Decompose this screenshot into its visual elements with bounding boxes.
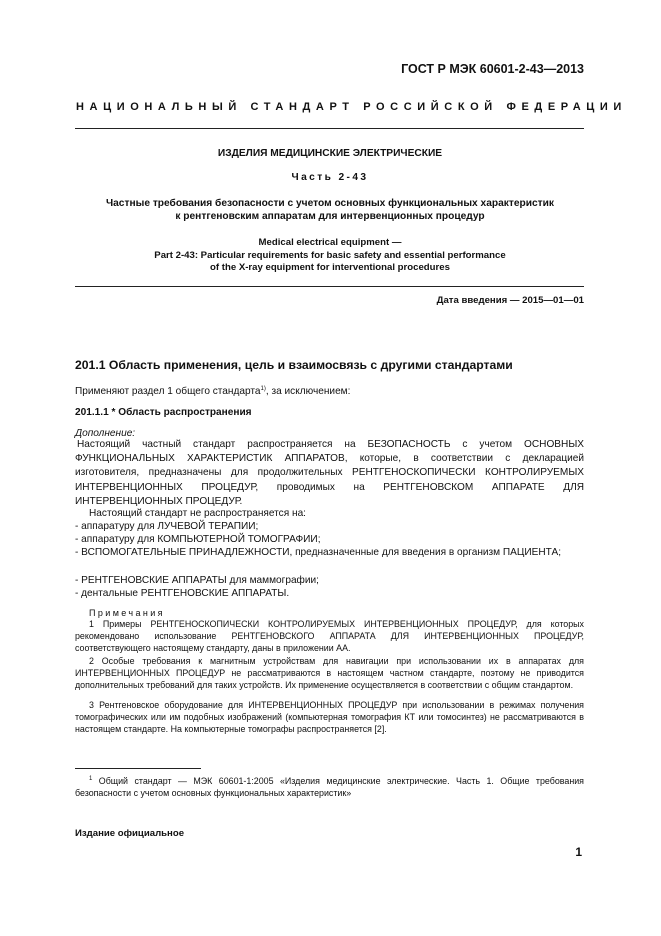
title-part-ru: Часть 2-43	[291, 172, 369, 183]
title-subtitle-en-1: Part 2-43: Particular requirements for basic safety and essential performance	[154, 250, 506, 261]
apply-text: Применяют раздел 1 общего стандарта	[75, 386, 261, 397]
footnote-rule	[75, 768, 201, 769]
page-number: 1	[575, 845, 582, 859]
list-item: - дентальные РЕНТГЕНОВСКИЕ АППАРАТЫ.	[75, 588, 290, 599]
list-item: - аппаратуру для ЛУЧЕВОЙ ТЕРАПИИ;	[75, 521, 259, 532]
addition-label: Дополнение:	[75, 428, 136, 439]
list-item: - РЕНТГЕНОВСКИЕ АППАРАТЫ для маммографии;	[75, 575, 319, 586]
footnote	[75, 775, 584, 799]
notes-label: Примечания	[89, 608, 165, 618]
footnote-ref: 1)	[260, 386, 266, 392]
list-item: - ВСПОМОГАТЕЛЬНЫЕ ПРИНАДЛЕЖНОСТИ, предназначенные для введения в организм ПАЦИЕНТА;	[75, 547, 562, 558]
section-heading: 201.1 Область применения, цель и взаимосвязь с другими стандартами	[75, 358, 513, 372]
title-main-ru: ИЗДЕЛИЯ МЕДИЦИНСКИЕ ЭЛЕКТРИЧЕСКИЕ	[217, 148, 443, 159]
addition-paragraph: Настоящий частный стандарт распространяется на БЕЗОПАСНОСТЬ с учетом ОСНОВНЫХ ФУНКЦИОНАЛЬНЫХ ХАРАКТЕРИСТИК АППАРАТОВ, которые, в соответствии с декларацией изготовителя, предназначены для продолжительных РЕНТГЕНОСКОПИЧЕСКИ КОНТРОЛИРУЕМЫХ ИНТЕРВЕНЦИОННЫХ ПРОЦЕДУР, проводимых на РЕНТГЕНОВСКОМ АППАРАТЕ ДЛЯ ИНТЕРВЕНЦИОННЫХ ПРОЦЕДУР.	[75, 439, 584, 507]
note-item: 1 Примеры РЕНТГЕНОСКОПИЧЕСКИ КОНТРОЛИРУЕМЫХ ИНТЕРВЕНЦИОННЫХ ПРОЦЕДУР, для которых рекомендовано использование РЕНТГЕНОВСКОГО АППАРАТА ДЛЯ ИНТЕРВЕНЦИОННЫХ ПРОЦЕДУР, соответствующего настоящему стандарту, даны в приложении АА.	[75, 619, 584, 654]
title-subtitle-ru-1: Частные требования безопасности с учетом основных функциональных характеристик	[105, 198, 555, 209]
subheading: 201.1.1 * Область распространения	[75, 407, 252, 418]
list-item: - аппаратуру для КОМПЬЮТЕРНОЙ ТОМОГРАФИИ;	[75, 534, 321, 545]
title-subtitle-en-2: of the X-ray equipment for interventional procedures	[210, 262, 450, 273]
footnote-marker: 1	[89, 776, 93, 782]
title-subtitle-ru-2: к рентгеновским аппаратам для интервенционных процедур	[175, 211, 485, 222]
standard-code: ГОСТ Р МЭК 60601-2-43—2013	[401, 62, 584, 76]
footnote-text: Общий стандарт — МЭК 60601-1:2005 «Изделия медицинские электрические. Часть 1. Общие требования безопасности с учетом основных функциональных характеристик»	[75, 776, 584, 799]
note-item: 3 Рентгеновское оборудование для ИНТЕРВЕНЦИОННЫХ ПРОЦЕДУР при использовании в режимах получения томографических или им подобных изображений (компьютерная томография КТ или томосинтез) не рассматриваются в настоящем стандарте. На компьютерные томографы распространяется [2].	[75, 700, 584, 735]
top-rule	[75, 128, 584, 129]
note-item: 2 Особые требования к магнитным устройствам для навигации при использовании их в аппаратах для ИНТЕРВЕНЦИОННЫХ ПРОЦЕДУР не рассматриваются в настоящем частном стандарте, поэтому не приводится дополнительных требований для таких устройств. Их применение осуществляется в соответствии с общим стандартом.	[75, 656, 584, 691]
apply-tail: , за исключением:	[265, 386, 351, 397]
not-apply-intro: Настоящий стандарт не распространяется на:	[89, 508, 306, 519]
title-rule	[75, 286, 584, 287]
national-standard-title: НАЦИОНАЛЬНЫЙ СТАНДАРТ РОССИЙСКОЙ ФЕДЕРАЦИИ	[76, 101, 627, 113]
intro-date: Дата введения — 2015—01—01	[436, 295, 584, 306]
edition-label: Издание официальное	[75, 828, 185, 839]
apply-line	[75, 385, 350, 399]
title-main-en: Medical electrical equipment —	[258, 237, 402, 248]
